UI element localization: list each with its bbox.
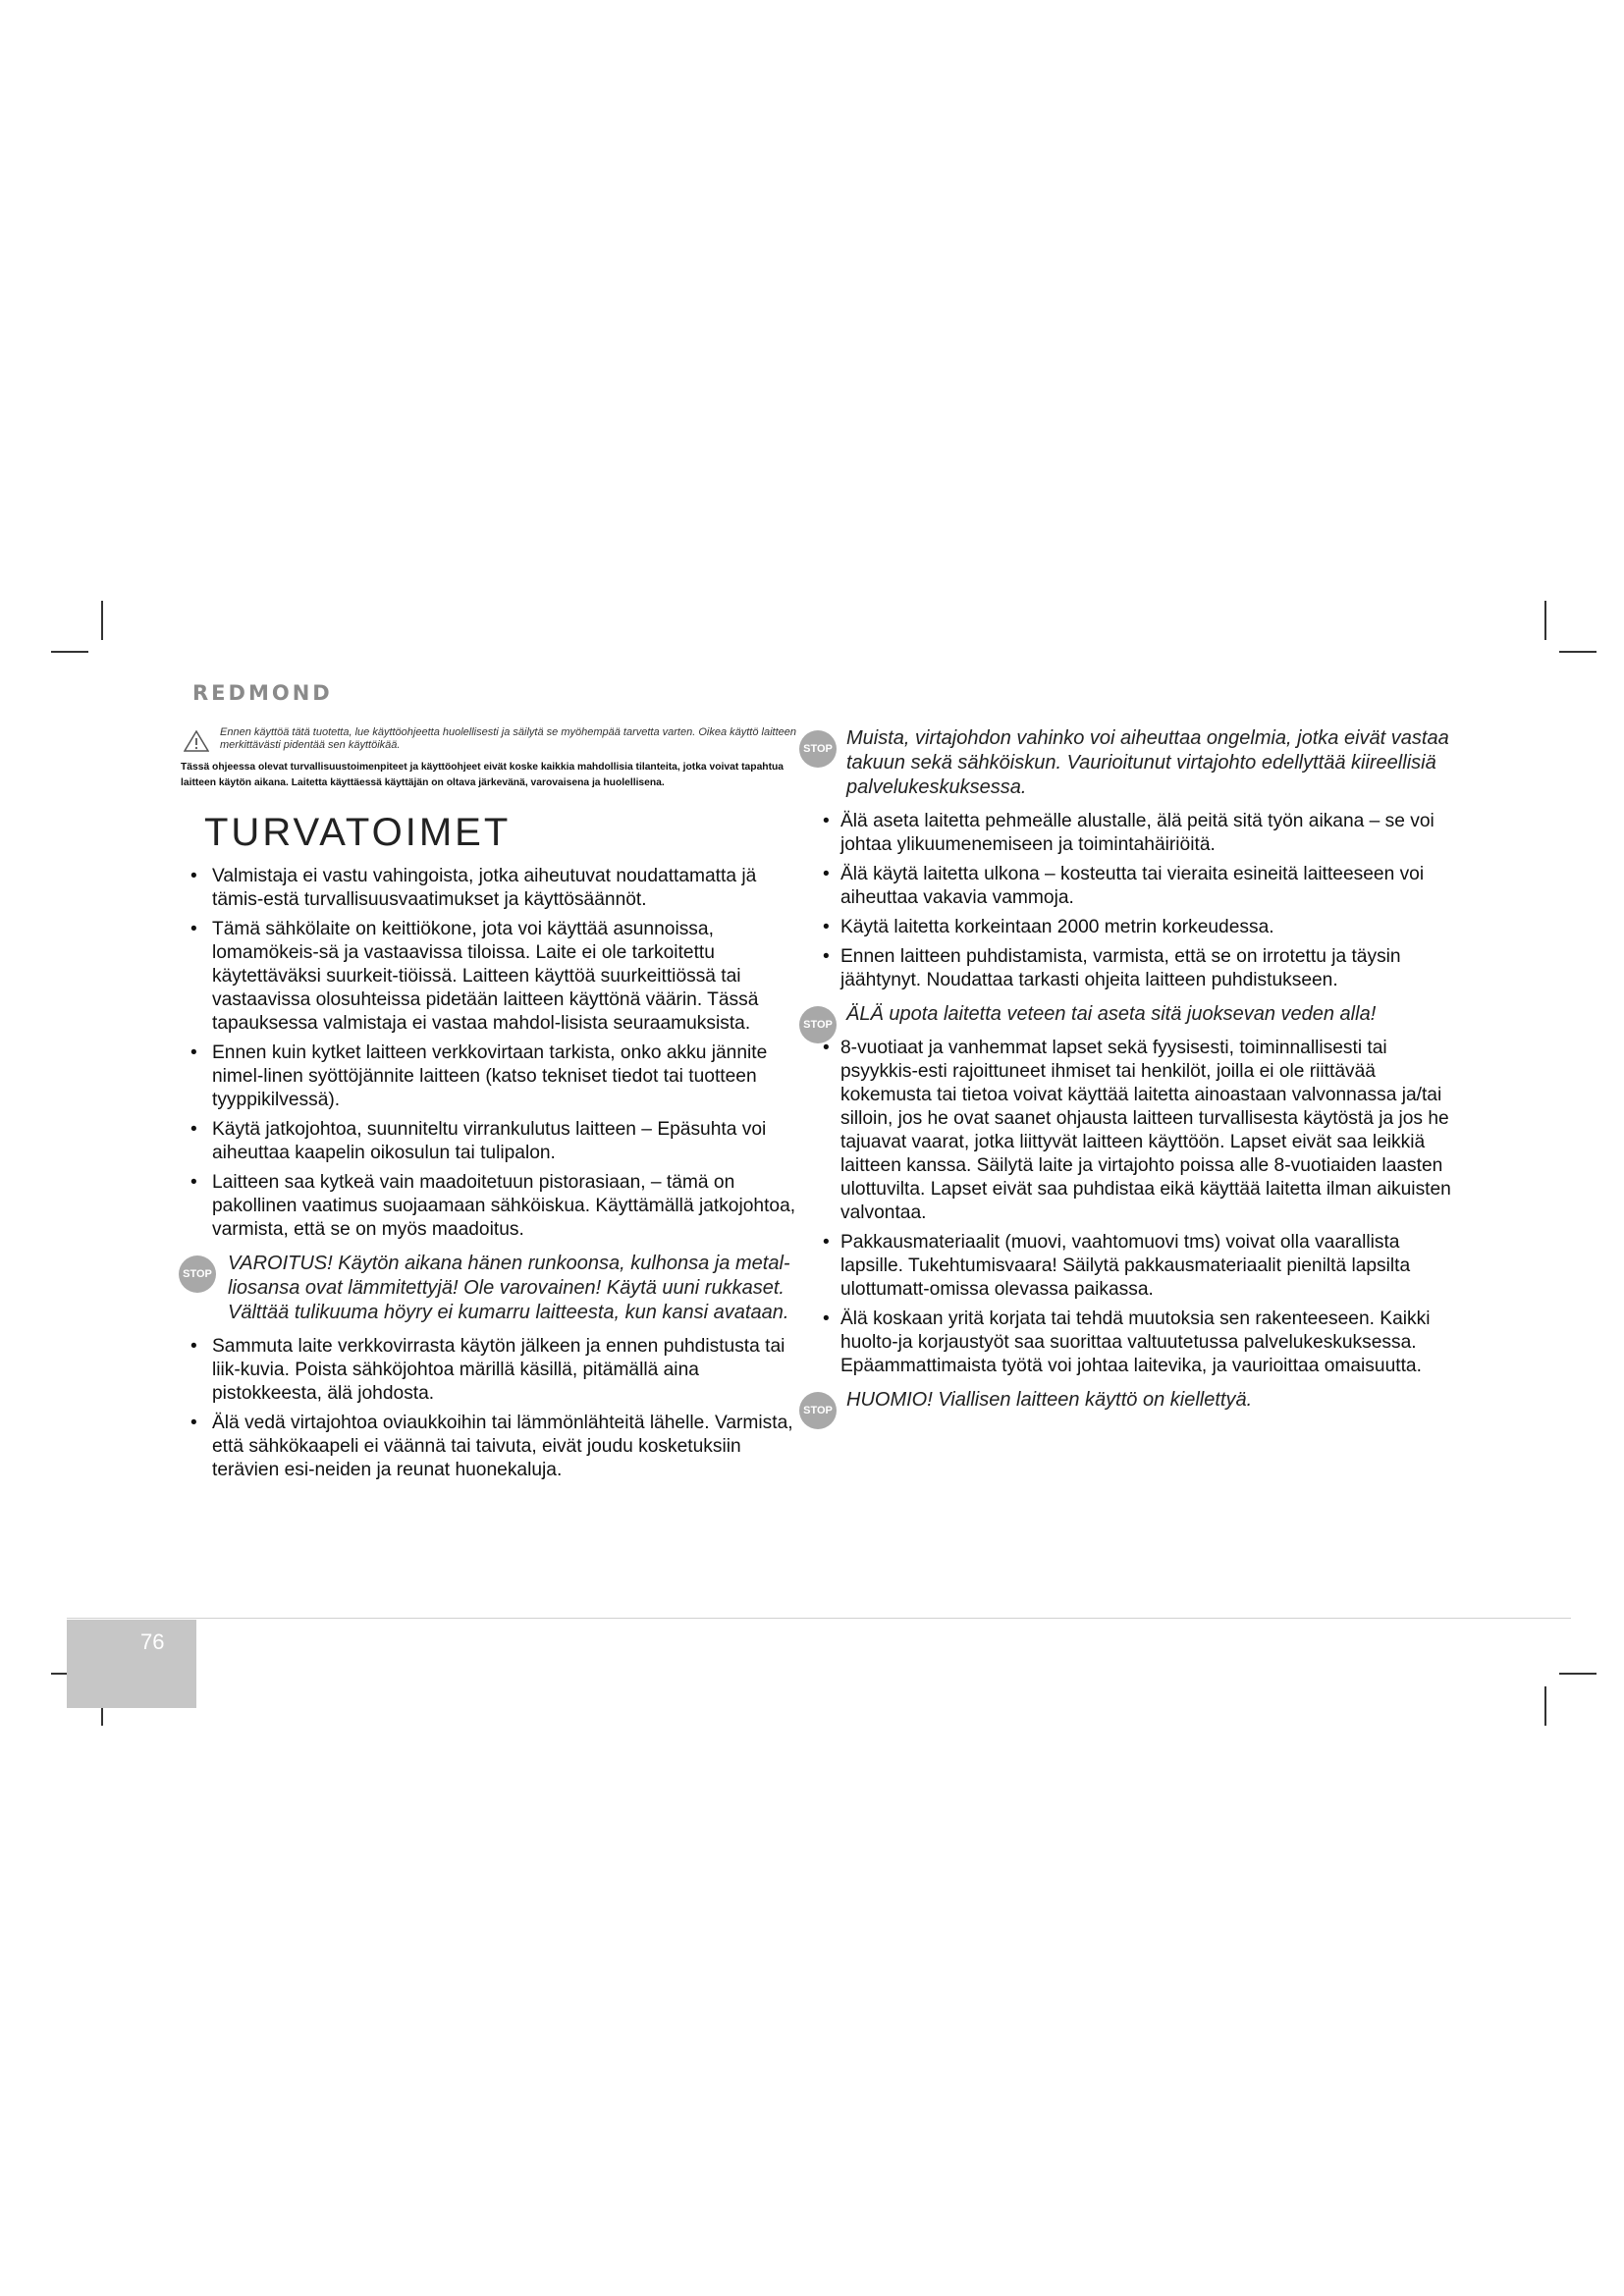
stop-warning <box>803 1388 1451 1416</box>
stop-icon: STOP <box>799 1392 837 1429</box>
bullet-list <box>813 810 1451 992</box>
stop-icon: STOP <box>179 1255 216 1293</box>
crop-mark <box>101 601 103 640</box>
section-title: TURVATOIMET <box>204 811 512 854</box>
usage-note <box>181 726 809 752</box>
list-item: • Tämä sähkölaite on keittiökone, jota voi käyttää asunnoissa, lomamökeis-sä ja vastaavissa tiloissa. Laite ei ole tarkoitettu käytettäväksi suurkeit-tiöissä. Laitteen käyttöä suurkeittiössä tai vastaavissa olosuhteissa pidetään laitteen käyttönä väärin. Tässä tapauksessa valmistaja ei vastaa mahdol-lisista seuraamuksista. <box>181 918 809 1036</box>
stop-warning <box>181 1252 809 1325</box>
crop-mark <box>1559 1673 1597 1675</box>
list-item: • Laitteen saa kytkeä vain maadoitetuun pistorasiaan, – tämä on pakollinen vaatimus suojaamaan sähköiskua. Käyttämällä jatkojohtoa, varmista, että se on myös maadoitus. <box>181 1171 809 1242</box>
list-item: • Älä koskaan yritä korjata tai tehdä muutoksia sen rakenteeseen. Kaikki huolto-ja korjaustyöt saa suorittaa valtuutetussa palvelukeskuksessa. Epäammattimaista työtä voi johtaa laitevika, ja vaurioittaa omaisuutta. <box>813 1308 1451 1378</box>
crop-mark <box>51 651 88 653</box>
intro-text: Tässä ohjeessa olevat turvallisuustoimenpiteet ja käyttöohjeet eivät koske kaikkia mahdollisia tilanteita, jotka voivat tapahtua laitteen käytön aikana. Laitetta käyttäessä käyttäjän on oltava järkevänä, varovaisena ja huolellisena. <box>181 762 785 788</box>
crop-mark <box>1559 651 1597 653</box>
left-column <box>181 726 809 1488</box>
list-item: • Valmistaja ei vastu vahingoista, jotka aiheutuvat noudattamatta jä tämis-estä turvallisuusvaatimukset ja käyttösäännöt. <box>181 865 809 912</box>
page-number: 76 <box>140 1629 165 1654</box>
stop-text: ÄLÄ upota laitetta veteen tai aseta sitä juoksevan veden alla! <box>846 1003 1377 1025</box>
crop-mark <box>1544 601 1546 640</box>
list-item: • Älä aseta laitetta pehmeälle alustalle, älä peitä sitä työn aikana – se voi johtaa ylikuumenemiseen ja toimintahäiriöitä. <box>813 810 1451 857</box>
list-item: • 8-vuotiaat ja vanhemmat lapset sekä fyysisesti, toiminnallisesti tai psyykkis-esti rajoittuneet ihmiset tai henkilöt, joilla ei ole riittävää kokemusta tai tietoa voivat käyttää laitetta ainoastaan valvonnassa ja/tai silloin, jos he ovat saanet ohjausta laitteen turvallisesta käytöstä ja jos he tajuavat vaarat, jotka liittyvät laitteen käyttöön. Lapset eivät saa leikkiä laitteen kanssa. Säilytä laite ja virtajohto poissa alle 8-vuotiaiden laasten ulottuvilta. Lapset eivät saa puhdistaa eikä käyttää laitetta ilman aikuisten valvontaa. <box>813 1037 1451 1225</box>
stop-text: VAROITUS! Käytön aikana hänen runkoonsa, kulhonsa ja metal-liosansa ovat lämmitettyjä! Ole varovainen! Käytä uuni rukkaset. Välttää tulikuuma höyry ei kumarru laitteesta, kun kansi avataan. <box>228 1253 790 1323</box>
list-item: • Pakkausmateriaalit (muovi, vaahtomuovi tms) voivat olla vaarallista lapsille. Tukehtumisvaara! Säilytä pakkausmateriaalit pieniltä lapsilta ulottumatt-omissa olevassa paikassa. <box>813 1231 1451 1302</box>
bullet-list <box>813 1037 1451 1378</box>
list-item: • Käytä jatkojohtoa, suunniteltu virrankulutus laitteen – Epäsuhta voi aiheuttaa kaapelin oikosulun tai tulipalon. <box>181 1118 809 1165</box>
warning-icon <box>184 730 209 752</box>
crop-mark <box>1544 1686 1546 1726</box>
list-item: • Käytä laitetta korkeintaan 2000 metrin korkeudessa. <box>813 916 1451 939</box>
brand-logo: REDMOND <box>192 681 333 705</box>
list-item: • Älä käytä laitetta ulkona – kosteutta tai vieraita esineitä laitteeseen voi aiheuttaa vakavia vammoja. <box>813 863 1451 910</box>
bullet-list <box>181 1335 809 1482</box>
stop-warning <box>803 1002 1451 1031</box>
stop-text: HUOMIO! Viallisen laitteen käyttö on kiellettyä. <box>846 1389 1253 1411</box>
list-item: • Älä vedä virtajohtoa oviaukkoihin tai lämmönlähteitä lähelle. Varmista, että sähkökaapeli ei väännä tai taivuta, eivät joudu kosketuksiin terävien esi-neiden ja reunat huonekaluja. <box>181 1412 809 1482</box>
note-italic: Ennen käyttöä tätä tuotetta, lue käyttöohjeetta huolellisesti ja säilytä se myöhempää tarvetta varten. Oikea käyttö laitteen merkittävästi pidentää sen käyttöikää. <box>220 726 797 751</box>
page-number-box <box>67 1620 196 1708</box>
stop-text: Muista, virtajohdon vahinko voi aiheuttaa ongelmia, jotka eivät vastaa takuun sekä sähköiskun. Vaurioitunut virtajohto edellyttää kiireellisiä palvelukeskuksessa. <box>846 727 1449 798</box>
stop-warning <box>803 726 1451 800</box>
right-column <box>803 726 1451 1422</box>
footer-divider <box>67 1618 1571 1619</box>
bullet-list <box>181 865 809 1242</box>
stop-icon: STOP <box>799 730 837 768</box>
stop-icon: STOP <box>799 1006 837 1043</box>
list-item: • Ennen laitteen puhdistamista, varmista, että se on irrotettu ja täysin jäähtynyt. Noudattaa tarkasti ohjeita laitteen puhdistukseen. <box>813 945 1451 992</box>
list-item: • Ennen kuin kytket laitteen verkkovirtaan tarkista, onko akku jännite nimel-linen syöttöjännite laitteen (katso tekniset tiedot tai tuotteen tyyppikilvessä). <box>181 1041 809 1112</box>
list-item: • Sammuta laite verkkovirrasta käytön jälkeen ja ennen puhdistusta tai liik-kuvia. Poista sähköjohtoa märillä käsillä, pitämällä aina pistokkeesta, älä johdosta. <box>181 1335 809 1406</box>
